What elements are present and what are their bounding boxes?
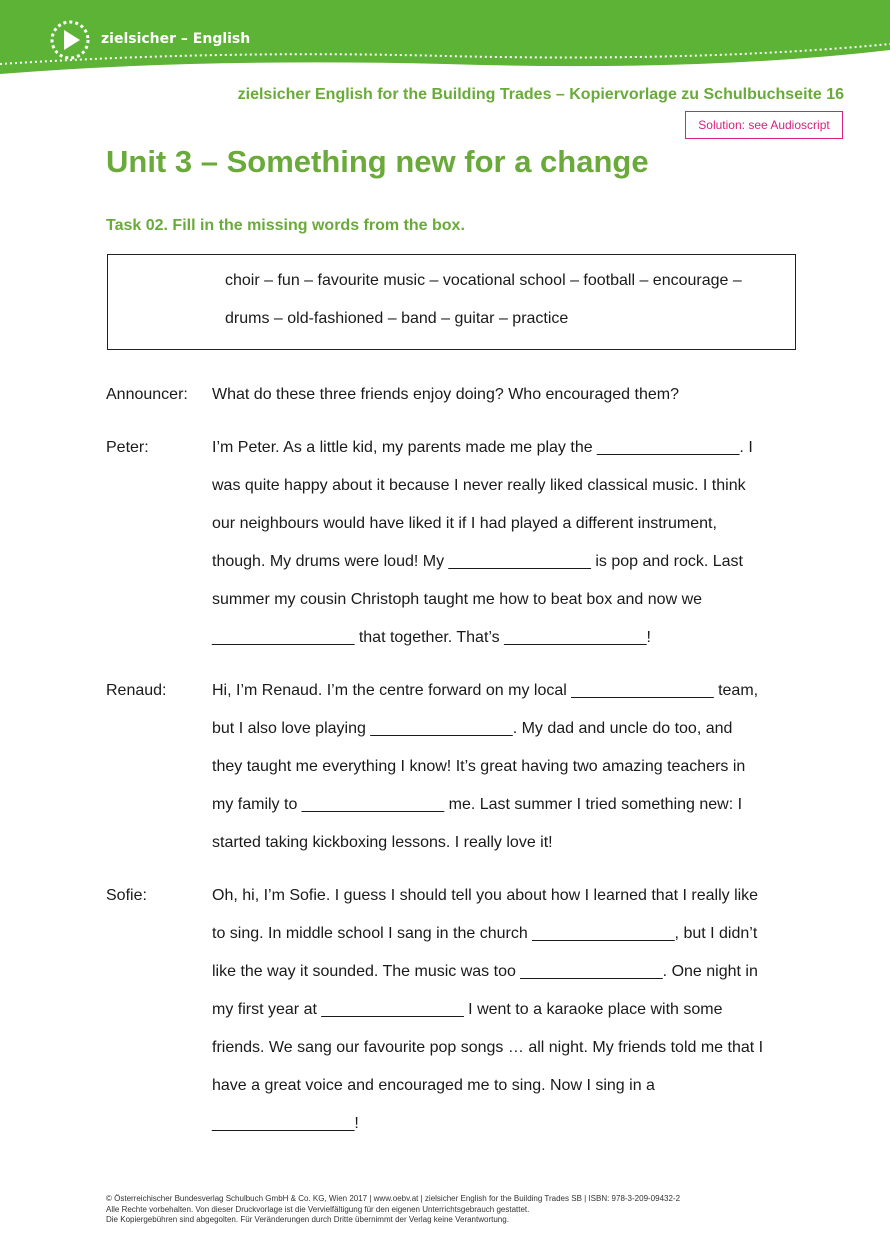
dialogue-turn-announcer [106, 376, 806, 414]
dialogue-line: like the way it sounded. The music was too ________________. One night in [212, 963, 758, 980]
dialogue-turn-peter [106, 429, 806, 657]
dialogue-line: friends. We sang our favourite pop songs … all night. My friends told me that I [212, 1039, 764, 1056]
dialogue-line: was quite happy about it because I never really liked classical music. I think [212, 477, 746, 494]
word-box-line: drums – old-fashioned – band – guitar – practice [225, 310, 569, 327]
page-subtitle: zielsicher English for the Building Trades – Kopiervorlage zu Schulbuchseite 16 [237, 86, 844, 103]
speaker-label: Announcer: [106, 386, 188, 403]
dialogue-line: What do these three friends enjoy doing? Who encouraged them? [212, 386, 679, 403]
dialogue-line: started taking kickboxing lessons. I really love it! [212, 834, 553, 851]
dialogue-line: they taught me everything I know! It’s great having two amazing teachers in [212, 758, 746, 775]
dialogue-turn-sofie [106, 877, 806, 1143]
brand-name: zielsicher – English [101, 31, 251, 47]
word-box-line: choir – fun – favourite music – vocational school – football – encourage – [225, 272, 742, 289]
speaker-label: Renaud: [106, 682, 167, 699]
speaker-label: Sofie: [106, 887, 147, 904]
dialogue-line: to sing. In middle school I sang in the church ________________, but I didn’t [212, 925, 758, 942]
dialogue-line: our neighbours would have liked it if I had played a different instrument, [212, 515, 717, 532]
solution-badge: Solution: see Audioscript [685, 111, 843, 139]
dialogue-line: Hi, I’m Renaud. I’m the centre forward on my local ________________ team, [212, 682, 759, 699]
footer-line: Die Kopiergebühren sind abgegolten. Für Veränderungen durch Dritte übernimmt der Verlag keine Verantwortung. [106, 1215, 509, 1224]
dialogue-line: but I also love playing ________________. My dad and uncle do too, and [212, 720, 733, 737]
word-box [107, 254, 796, 350]
dialogue-line: though. My drums were loud! My ________________ is pop and rock. Last [212, 553, 743, 570]
dialogue-line: ________________! [212, 1115, 359, 1132]
speaker-label: Peter: [106, 439, 149, 456]
footer-line: © Österreichischer Bundesverlag Schulbuch GmbH & Co. KG, Wien 2017 | www.oebv.at | zielsicher English for the Building Trades SB | ISBN: 978-3-209-09432-2 [106, 1194, 681, 1203]
dialogue-line: my family to ________________ me. Last summer I tried something new: I [212, 796, 743, 813]
dialogue-line: have a great voice and encouraged me to sing. Now I sing in a [212, 1077, 655, 1094]
dialogue-line: Oh, hi, I’m Sofie. I guess I should tell you about how I learned that I really like [212, 887, 759, 904]
dialogue [106, 376, 806, 1158]
dialogue-line: I’m Peter. As a little kid, my parents made me play the ________________. I [212, 439, 753, 456]
task-heading: Task 02. Fill in the missing words from the box. [106, 217, 465, 234]
footer-line: Alle Rechte vorbehalten. Von dieser Druckvorlage ist die Vervielfältigung für den eigenen Unterrichtsgebrauch gestattet. [106, 1204, 530, 1214]
unit-title: Unit 3 – Something new for a change [106, 144, 649, 179]
dialogue-turn-renaud [106, 672, 806, 862]
copyright-footer [106, 1194, 680, 1226]
dialogue-line: summer my cousin Christoph taught me how to beat box and now we [212, 591, 703, 608]
dialogue-line: my first year at ________________ I went to a karaoke place with some [212, 1001, 723, 1018]
dialogue-line: ________________ that together. That’s ________________! [212, 629, 651, 646]
